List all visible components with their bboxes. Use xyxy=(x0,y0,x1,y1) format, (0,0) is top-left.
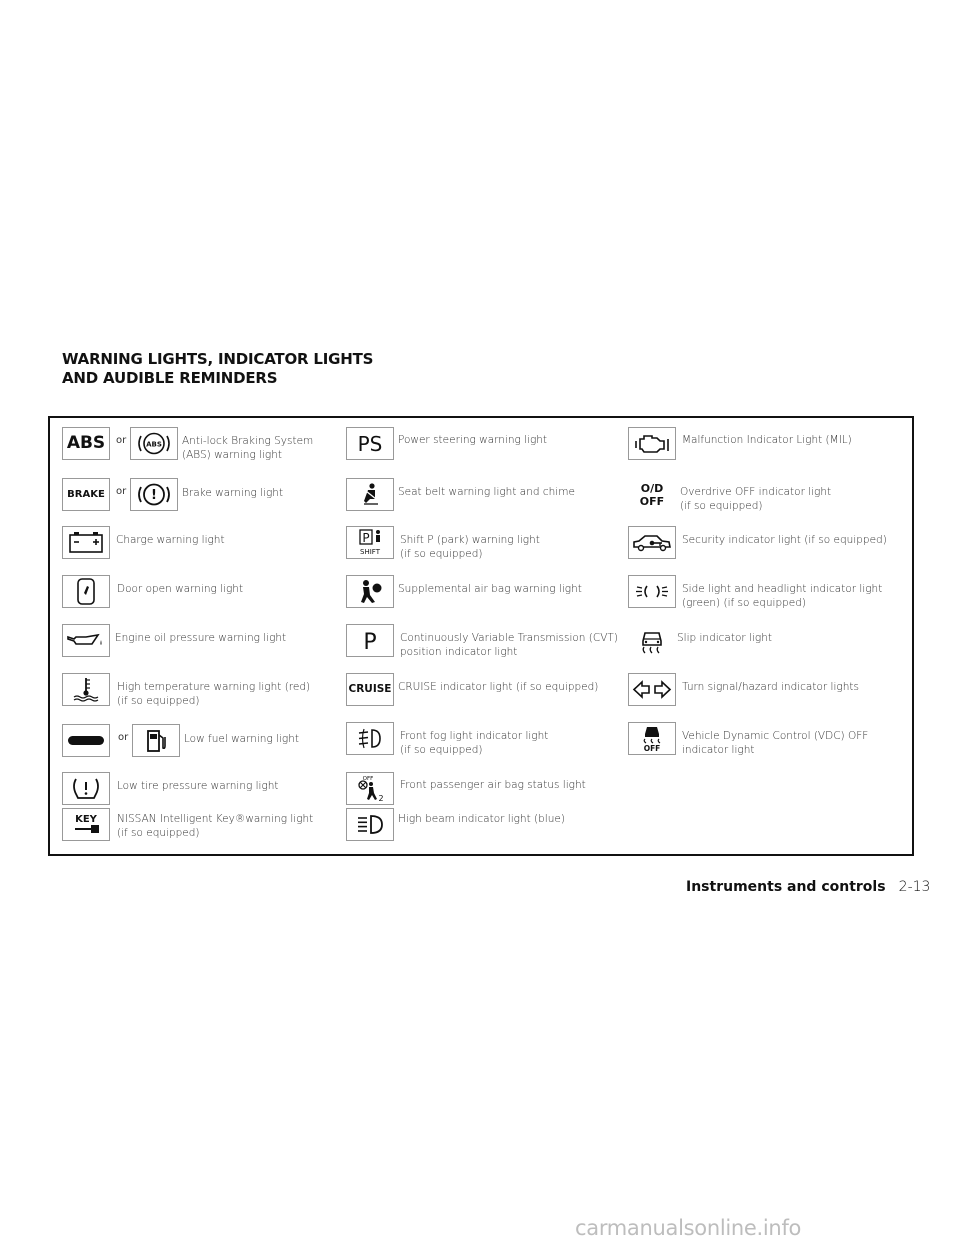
temp-desc-line-2: (if so equipped) xyxy=(117,695,200,707)
key-desc-line-2: (if so equipped) xyxy=(117,827,200,839)
abs-desc-line-2: (ABS) warning light xyxy=(182,449,282,461)
mil-desc-line-1: Malfunction Indicator Light (MIL) xyxy=(682,434,852,446)
security-desc-line-1: Security indicator light (if so equipped) xyxy=(682,534,887,546)
cvt-desc-line-2: position indicator light xyxy=(400,646,518,658)
check-engine-icon-graphic xyxy=(630,429,674,458)
pax-airbag-description xyxy=(400,778,586,792)
cruise-icon xyxy=(346,673,394,706)
brake-icon xyxy=(62,478,110,511)
vdc-off-icon-graphic xyxy=(630,724,674,753)
shift-desc-line-2: (if so equipped) xyxy=(400,548,483,560)
ps-description xyxy=(398,433,547,447)
slip-desc-line-1: Slip indicator light xyxy=(677,632,772,644)
page-footer xyxy=(686,876,930,895)
front-fog-light-icon xyxy=(346,722,394,755)
turn-signal-icon xyxy=(628,673,676,706)
sidelight-desc-line-2: (green) (if so equipped) xyxy=(682,597,807,609)
fog-desc-line-1: Front fog light indicator light xyxy=(400,730,549,742)
mil-description xyxy=(682,433,852,447)
oil-description xyxy=(115,631,286,645)
fuel-pump-icon xyxy=(132,724,180,757)
oil-can-icon xyxy=(62,624,110,657)
sidelight-desc-line-1: Side light and headlight indicator light xyxy=(682,583,883,595)
intelligent-key-icon-graphic xyxy=(64,810,108,839)
sidelight-description xyxy=(682,582,882,610)
overdrive-off-icon-graphic xyxy=(630,480,674,509)
turn-desc-line-1: Turn signal/hazard indicator lights xyxy=(682,681,859,693)
oil-can-icon-graphic xyxy=(64,626,108,655)
tire-pressure-icon-graphic xyxy=(64,774,108,803)
seat-belt-icon xyxy=(346,478,394,511)
or-label: or xyxy=(116,486,127,497)
temp-description xyxy=(117,680,310,708)
pax-num-text: 2 xyxy=(378,794,384,803)
front-fog-light-icon-graphic xyxy=(348,724,392,753)
shift-text: SHIFT xyxy=(360,548,380,556)
low-fuel-bar-icon xyxy=(62,724,110,757)
seatbelt-desc-line-1: Seat belt warning light and chime xyxy=(398,486,575,498)
slip-indicator-icon xyxy=(628,624,676,657)
fuel-description xyxy=(184,732,299,746)
brake-circle-text: ! xyxy=(151,488,157,503)
temperature-icon xyxy=(62,673,110,706)
od-text-line-2: OFF xyxy=(639,495,665,508)
security-car-icon-graphic xyxy=(630,528,674,557)
door-desc-line-1: Door open warning light xyxy=(117,583,244,595)
charge-desc-line-1: Charge warning light xyxy=(116,534,225,546)
abs-desc-line-1: Anti-lock Braking System xyxy=(182,435,314,447)
security-car-icon xyxy=(628,526,676,559)
abs-icon-text: ABS xyxy=(66,433,106,453)
pax-off-text: OFF xyxy=(362,776,374,782)
cvt-p-text: P xyxy=(363,630,377,655)
section-heading-line-2: AND AUDIBLE REMINDERS xyxy=(62,369,278,387)
cvt-position-icon-graphic xyxy=(348,626,392,655)
intelligent-key-icon xyxy=(62,808,110,841)
footer-section-name: Instruments and controls xyxy=(686,879,886,895)
side-light-icon-graphic xyxy=(630,577,674,606)
cvt-position-icon xyxy=(346,624,394,657)
temperature-icon-graphic xyxy=(64,675,108,704)
turn-signal-icon-graphic xyxy=(630,675,674,704)
seat-belt-icon-graphic xyxy=(348,480,392,509)
cruise-description xyxy=(398,680,598,694)
slip-description xyxy=(677,631,772,645)
passenger-airbag-status-icon xyxy=(346,772,394,805)
cvt-desc-line-1: Continuously Variable Transmission (CVT) xyxy=(400,632,618,644)
abs-icon xyxy=(62,427,110,460)
shift-p-text: P xyxy=(362,531,370,545)
brake-circle-icon xyxy=(130,478,178,511)
od-desc-line-1: Overdrive OFF indicator light xyxy=(680,486,832,498)
highbeam-description xyxy=(398,812,565,826)
shift-description xyxy=(400,533,540,561)
high-beam-icon-graphic xyxy=(348,810,392,839)
battery-icon-graphic xyxy=(64,528,108,557)
door-description xyxy=(117,582,243,596)
od-text-line-1: O/D xyxy=(640,482,664,495)
tire-description xyxy=(117,779,279,793)
airbag-description xyxy=(398,582,582,596)
power-steering-icon xyxy=(346,427,394,460)
key-desc-line-1: NISSAN Intelligent Key®warning light xyxy=(117,813,314,825)
key-description xyxy=(117,812,313,840)
warning-lights-table xyxy=(48,416,914,856)
abs-circle-icon-graphic xyxy=(132,429,176,458)
security-description xyxy=(682,533,887,547)
vdc-description xyxy=(682,729,868,757)
shift-park-icon-graphic xyxy=(348,528,392,557)
od-desc-line-2: (if so equipped) xyxy=(680,500,763,512)
or-label: or xyxy=(118,732,129,743)
vdc-off-icon xyxy=(628,722,676,755)
airbag-desc-line-1: Supplemental air bag warning light xyxy=(398,583,582,595)
door-open-icon-graphic xyxy=(64,577,108,606)
overdrive-off-icon xyxy=(628,478,676,511)
passenger-airbag-status-icon-graphic xyxy=(348,774,392,803)
fog-description xyxy=(400,729,548,757)
or-label: or xyxy=(116,435,127,446)
seatbelt-description xyxy=(398,485,575,499)
footer-page-number: 2-13 xyxy=(898,879,931,895)
abs-circle-icon xyxy=(130,427,178,460)
abs-circle-text: ABS xyxy=(146,440,162,449)
airbag-icon-graphic xyxy=(348,577,392,606)
turn-description xyxy=(682,680,859,694)
cvt-description xyxy=(400,631,618,659)
pax-airbag-desc-line-1: Front passenger air bag status light xyxy=(400,779,586,791)
vdc-desc-line-1: Vehicle Dynamic Control (VDC) OFF xyxy=(682,730,869,742)
battery-icon xyxy=(62,526,110,559)
vdc-off-text: OFF xyxy=(643,744,661,753)
oil-desc-line-1: Engine oil pressure warning light xyxy=(115,632,287,644)
section-heading xyxy=(62,350,462,388)
temp-desc-line-1: High temperature warning light (red) xyxy=(117,681,311,693)
vdc-desc-line-2: indicator light xyxy=(682,744,755,756)
check-engine-icon xyxy=(628,427,676,460)
brake-icon-text: BRAKE xyxy=(67,488,105,500)
fuel-desc-line-1: Low fuel warning light xyxy=(184,733,300,745)
door-open-icon xyxy=(62,575,110,608)
airbag-icon xyxy=(346,575,394,608)
side-light-icon xyxy=(628,575,676,608)
watermark: carmanualsonline.info xyxy=(575,1216,802,1240)
shift-desc-line-1: Shift P (park) warning light xyxy=(400,534,540,546)
brake-desc-line-1: Brake warning light xyxy=(182,487,284,499)
slip-indicator-icon-graphic xyxy=(630,626,674,655)
fuel-pump-icon-graphic xyxy=(134,726,178,755)
brake-description xyxy=(182,486,283,500)
low-fuel-bar-icon-graphic xyxy=(64,726,108,755)
shift-park-icon xyxy=(346,526,394,559)
tire-pressure-icon xyxy=(62,772,110,805)
high-beam-icon xyxy=(346,808,394,841)
ps-icon-text: PS xyxy=(357,431,383,456)
abs-description xyxy=(182,434,313,462)
ps-desc-line-1: Power steering warning light xyxy=(398,434,548,446)
brake-circle-icon-graphic xyxy=(132,480,176,509)
section-heading-line-1: WARNING LIGHTS, INDICATOR LIGHTS xyxy=(62,350,374,368)
charge-description xyxy=(116,533,225,547)
fog-desc-line-2: (if so equipped) xyxy=(400,744,483,756)
od-description xyxy=(680,485,831,513)
cruise-desc-line-1: CRUISE indicator light (if so equipped) xyxy=(398,681,599,693)
key-icon-text: KEY xyxy=(75,814,97,825)
tire-desc-line-1: Low tire pressure warning light xyxy=(117,780,279,792)
cruise-icon-text: CRUISE xyxy=(348,683,392,696)
highbeam-desc-line-1: High beam indicator light (blue) xyxy=(398,813,565,825)
